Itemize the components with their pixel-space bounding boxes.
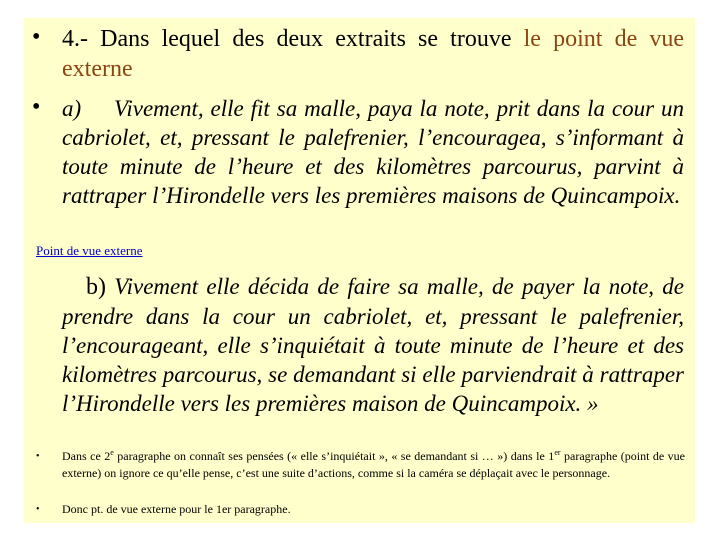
question-prefix: 4.- Dans lequel des deux extraits se trouve bbox=[62, 26, 524, 52]
slide bbox=[24, 18, 695, 523]
bullet-2: • bbox=[32, 94, 41, 120]
note-1: Dans ce 2e paragraphe on connaît ses pensées (« elle s’inquiétait », « se demandant si … ») dans le 1er paragraphe (point de vue externe) on ignore ce qu’elle pense, c’est une suite d’actions, comme si la caméra se déplaçait avec le personnage. bbox=[62, 448, 685, 480]
extract-b-text: Vivement elle décida de faire sa malle, de payer la note, de prendre dans la cour un cabriolet, et, pressant le palefrenier, l’encourageant, elle s’inquiétait à toute minute de l’heure et des kilomètres parcourus, se demandant si elle parviendrait à rattraper l’Hirondelle vers les premières maison de Quincampoix. » bbox=[62, 274, 685, 416]
extract-a bbox=[62, 94, 684, 210]
bullet-1: • bbox=[32, 24, 41, 50]
note-bullet-2: • bbox=[36, 504, 40, 515]
extract-b-label: b) bbox=[86, 274, 106, 300]
note-bullet-1: • bbox=[36, 451, 40, 462]
question-title bbox=[62, 24, 684, 84]
question-accent: le point de vue externe bbox=[62, 26, 685, 82]
note-2: Donc pt. de vue externe pour le 1er paragraphe. bbox=[62, 502, 291, 516]
point-de-vue-link[interactable]: Point de vue externe bbox=[36, 243, 143, 258]
extract-a-text: Vivement, elle fit sa malle, paya la note, prit dans la cour un cabriolet, et, pressant le palefrenier, l’encouragea, s’informant à toute minute de l’heure et des kilomètres parcourus, parvint à rattraper l’Hirondelle vers les premières maisons de Quincampoix. bbox=[62, 96, 684, 208]
extract-a-label: a) bbox=[62, 96, 82, 121]
extract-b bbox=[62, 272, 684, 418]
